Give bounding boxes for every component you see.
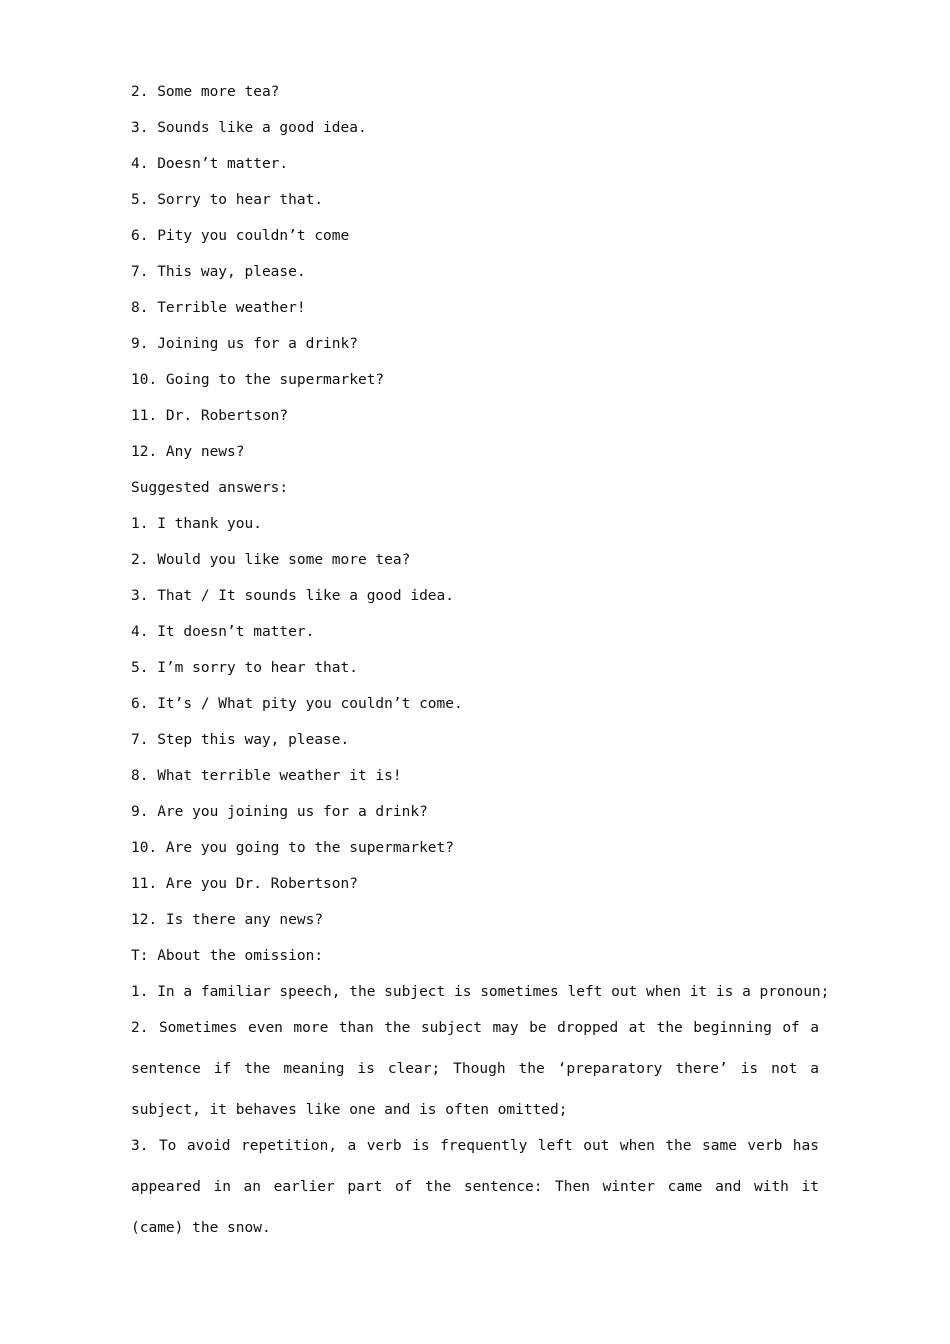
question-item: 3. Sounds like a good idea. [131, 120, 367, 136]
question-item: 6. Pity you couldn’t come [131, 228, 350, 244]
answer-item: 3. That / It sounds like a good idea. [131, 588, 455, 604]
answer-item: 9. Are you joining us for a drink? [131, 804, 428, 820]
omission-point: 3. To avoid repetition, a verb is frequently left out when the same verb has appeared in an earlier part of the sentence: Then winter came and with it (came) the snow. [131, 1138, 819, 1236]
answer-item: 5. I’m sorry to hear that. [131, 660, 358, 676]
omission-heading: T: About the omission: [131, 948, 324, 964]
answer-item: 12. Is there any news? [131, 912, 324, 928]
question-item: 10. Going to the supermarket? [131, 372, 385, 388]
answer-item: 6. It’s / What pity you couldn’t come. [131, 696, 463, 712]
answer-item: 4. It doesn’t matter. [131, 624, 315, 640]
question-item: 12. Any news? [131, 444, 245, 460]
omission-point: 2. Sometimes even more than the subject may be dropped at the beginning of a sentence if the meaning is clear; Though the ‘preparatory there’ is not a subject, it behaves like one and is often omitted; [131, 1020, 819, 1118]
answer-list [131, 506, 819, 938]
answer-item: 2. Would you like some more tea? [131, 552, 411, 568]
answer-item: 1. I thank you. [131, 516, 262, 532]
question-item: 2. Some more tea? [131, 84, 280, 100]
answer-item: 10. Are you going to the supermarket? [131, 840, 455, 856]
question-item: 4. Doesn’t matter. [131, 156, 289, 172]
omission-list [131, 974, 830, 1249]
question-item: 7. This way, please. [131, 264, 306, 280]
answer-item: 7. Step this way, please. [131, 732, 350, 748]
question-item: 8. Terrible weather! [131, 300, 306, 316]
document-page [131, 74, 830, 1249]
question-item: 5. Sorry to hear that. [131, 192, 324, 208]
question-item: 11. Dr. Robertson? [131, 408, 289, 424]
answer-item: 11. Are you Dr. Robertson? [131, 876, 358, 892]
question-item: 9. Joining us for a drink? [131, 336, 358, 352]
answer-item: 8. What terrible weather it is! [131, 768, 402, 784]
omission-point: 1. In a familiar speech, the subject is sometimes left out when it is a pronoun; [131, 984, 830, 1000]
answers-heading: Suggested answers: [131, 480, 289, 496]
question-list [131, 74, 819, 470]
